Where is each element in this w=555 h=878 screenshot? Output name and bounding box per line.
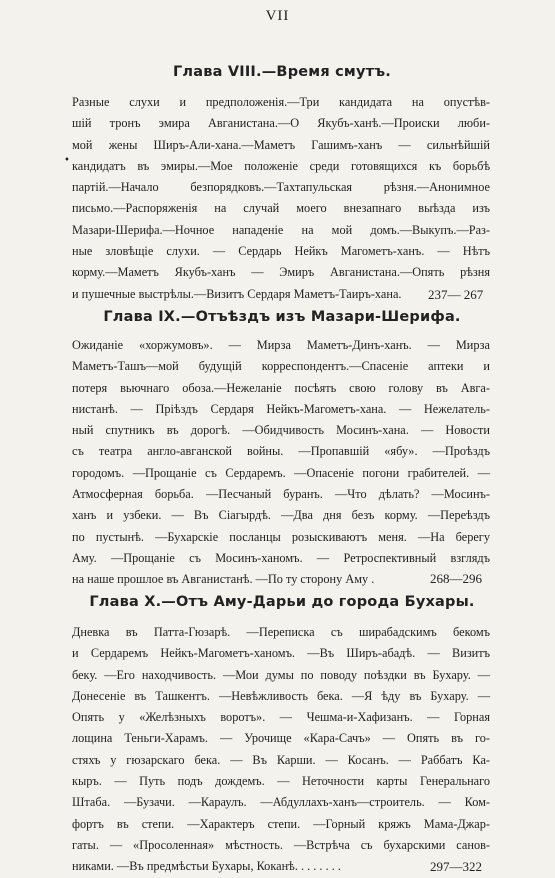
text-line: корму.—Маметъ Якубъ-ханъ — Эмиръ Авганистана.—Опять рѣзня bbox=[72, 265, 490, 280]
text-line: Аму. —Прощаніе съ Мосинъ-ханомъ. — Ретроспективный взглядъ bbox=[72, 550, 490, 565]
text-line: и пушечные выстрѣлы.—Визитъ Сердаря Маметъ-Таиръ-хана. bbox=[72, 286, 402, 301]
chapter-summary bbox=[72, 622, 490, 878]
text-line: ные зловѣщіе слухи. — Сердарь Нейкъ Магометъ-ханъ. — Нѣтъ bbox=[72, 244, 490, 259]
margin-mark: • bbox=[64, 155, 70, 166]
text-line: ханъ и узбеки. — Въ Сіагырдѣ. —Два дня безъ корму. —Переѣздъ bbox=[72, 508, 490, 523]
chapter-summary bbox=[72, 335, 490, 591]
text-line: беку. —Его находчивость. —Мои думы по поводу поѣздки въ Бухару. — bbox=[72, 667, 490, 682]
text-line: Разные слухи и предположенія.—Три кандидата на опустѣв- bbox=[72, 95, 490, 109]
text-line: городомъ. —Прощаніе съ Сердаремъ. —Опасеніе погони грабителей. — bbox=[72, 465, 490, 480]
page-range: 237— 267 bbox=[428, 287, 484, 302]
text-line: шій тронъ эмира Авганистана.—О Якубъ-ханѣ.—Происки люби- bbox=[72, 116, 490, 131]
chapter-heading: Глава VIII.—Время смутъ. bbox=[172, 64, 392, 80]
text-line: на наше прошлое въ Авганистанѣ. —По ту сторону Аму . bbox=[72, 572, 375, 587]
text-line: Маметъ-Ташъ—мой будущій корреспондентъ.—Спасеніе аптеки и bbox=[72, 359, 490, 374]
chapter-summary bbox=[72, 92, 490, 305]
text-line: Мазари-Шерифа.—Ночное нападеніе на мой домъ.—Выкупъ.—Раз- bbox=[72, 222, 490, 237]
page-number: VII bbox=[265, 8, 290, 24]
text-line: по пустынѣ. —Бухарскіе посланцы розыскиваютъ меня. —На берегу bbox=[72, 529, 490, 544]
text-line: Атмосферная борьба. —Песчаный буранъ. —Что дѣлать? —Мосинъ- bbox=[72, 487, 490, 502]
text-line: никами. —Въ предмѣстьи Бухары, Коканѣ. . . . . . . . bbox=[72, 859, 341, 874]
text-line: потеря вьючнаго обоза.—Нежеланіе посѣять свою голову въ Авга- bbox=[72, 380, 490, 395]
text-line: стяхъ у гюзарскаго бека. — Въ Карши. — Косанъ. — Раббатъ Ка- bbox=[72, 752, 490, 767]
text-line: письмо.—Распоряженія на случай моего внезапнаго выѣзда изъ bbox=[72, 201, 490, 216]
text-line: лощина Теньги-Харамъ. — Урочище «Кара-Сачъ» — Опять въ го- bbox=[72, 731, 490, 746]
text-line: кандидатъ въ эмиры.—Мое положеніе среди готовящихся къ борьбѣ bbox=[72, 158, 490, 173]
text-line: и Сердаремъ Нейкъ-Магометъ-ханомъ. —Въ Ширъ-абадѣ. — Визитъ bbox=[72, 646, 490, 661]
text-line: партій.—Начало безпорядковъ.—Тахтапульская рѣзня.—Анонимное bbox=[72, 180, 490, 195]
text-line: Дневка въ Патта-Гюзарѣ. —Переписка съ ширабадскимъ бекомъ bbox=[72, 625, 490, 639]
text-line: кыръ. — Путь подъ дождемъ. — Неточности карты Генеральнаго bbox=[72, 774, 490, 789]
text-line: мой жены Ширъ-Али-хана.—Маметъ Гашимъ-ханъ — сильнѣйшій bbox=[72, 137, 490, 152]
text-line: гаты. — «Просоленная» мѣстность. —Встрѣча съ бухарскими санов- bbox=[72, 837, 490, 852]
chapter-heading: Глава IX.—Отъѣздъ изъ Мазари-Шерифа. bbox=[103, 309, 461, 325]
text-line: ный спутникъ въ дорогѣ. —Обидчивость Мосинъ-хана. — Новости bbox=[72, 423, 490, 438]
page-range: 297—322 bbox=[430, 859, 482, 875]
text-line: Ожиданіе «хоржумовъ». — Мирза Маметъ-Динъ-ханъ. — Мирза bbox=[72, 338, 490, 352]
page-range: 268—296 bbox=[430, 571, 482, 586]
text-line: съ театра англо-авганской войны. —Пропавшій «ябу». —Проѣздъ bbox=[72, 444, 490, 459]
text-line: Опять у «Желѣзныхъ воротъ». — Чешма-и-Хафизанъ. — Горная bbox=[72, 710, 490, 725]
text-line: фортъ въ степи. —Характеръ степи. —Горный кряжъ Мама-Джар- bbox=[72, 816, 490, 831]
text-line: Штаба. —Бузачи. —Караулъ. —Абдуллахъ-ханъ—строитель. — Ком- bbox=[72, 795, 490, 810]
text-line: Донесеніе въ Ташкентъ. —Невѣжливость бека. —Я ѣду въ Бухару. — bbox=[72, 688, 490, 703]
chapter-heading: Глава X.—Отъ Аму-Дарьи до города Бухары. bbox=[89, 594, 475, 610]
text-line: нистанѣ. — Пріѣздъ Сердаря Нейкъ-Магометъ-хана. — Нежелатель- bbox=[72, 401, 490, 416]
